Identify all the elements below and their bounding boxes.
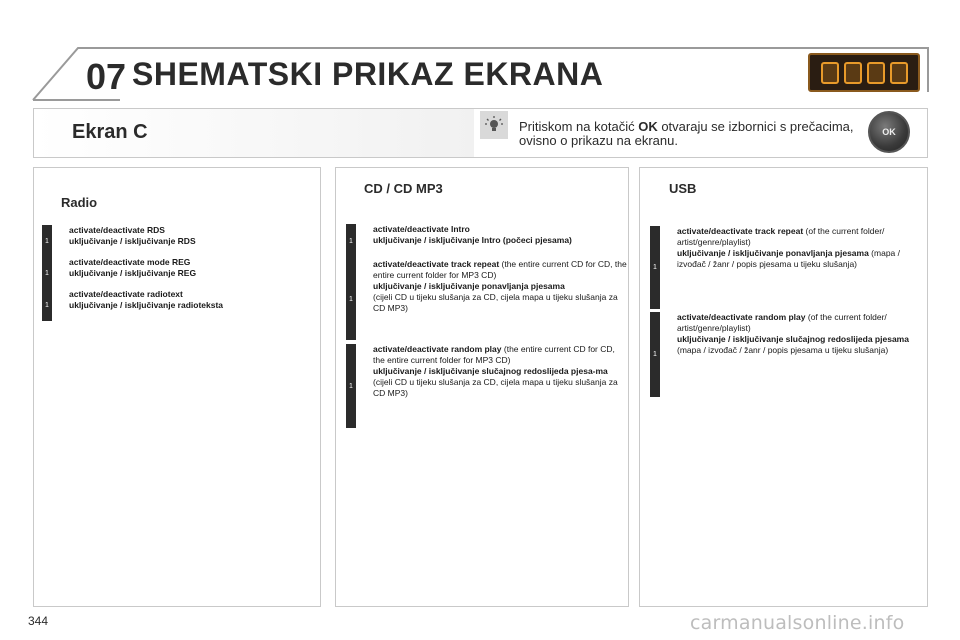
level-badge: 1 xyxy=(346,259,356,340)
ok-knob-icon: OK xyxy=(868,111,910,153)
section-title: Ekran C xyxy=(72,121,148,143)
phone-icon xyxy=(867,62,885,84)
level-badge: 1 xyxy=(650,312,660,397)
page-title: SHEMATSKI PRIKAZ EKRANA xyxy=(132,56,604,92)
radio-icon xyxy=(821,62,839,84)
usb-panel xyxy=(639,167,928,607)
list-item: 1 activate/deactivate RDS uključivanje / isključivanje RDS xyxy=(42,225,312,257)
cd-panel xyxy=(335,167,629,607)
chapter-header xyxy=(0,0,960,110)
lightbulb-icon xyxy=(480,111,508,139)
level-badge: 1 xyxy=(346,224,356,259)
list-item: 1 activate/deactivate Intro uključivanje / isključivanje Intro (počeci pjesama) xyxy=(346,224,626,259)
chapter-number: 07 xyxy=(86,56,127,97)
level-badge: 1 xyxy=(42,225,52,257)
list-item: 1 activate/deactivate track repeat (of the current folder/ artist/genre/playlist) uključivanje / isključivanje ponavljanja pjesama (mapa / izvođač / žanr / popis pjesama u tijeku slušanja) xyxy=(650,226,925,309)
page-number: 344 xyxy=(28,614,49,628)
level-badge: 1 xyxy=(650,226,660,309)
screen-preview-icon xyxy=(808,53,920,92)
level-badge: 1 xyxy=(42,289,52,321)
list-item: 1 activate/deactivate mode REG uključivanje / isključivanje REG xyxy=(42,257,312,289)
radio-panel xyxy=(33,167,321,607)
level-badge: 1 xyxy=(346,344,356,428)
list-item: 1 activate/deactivate random play (of the current folder/ artist/genre/playlist) uključivanje / isključivanje slučajnog redoslijeda pjesama (mapa / izvođač / žanr / popis pjesama u tijeku slušanja) xyxy=(650,312,925,397)
list-item: 1 activate/deactivate random play (the entire current CD for CD, the entire current folder for MP3 CD) uključivanje / isključivanje slučajnog redoslijeda pjesa-ma (cijeli CD u tijeku slušanja za CD, cijela mapa u tijeku slušanja za CD MP3) xyxy=(346,344,626,428)
level-badge: 1 xyxy=(42,257,52,289)
info-text: Pritiskom na kotačić OK otvaraju se izbornici s prečacima, ovisno o prikazu na ekranu. xyxy=(519,119,854,148)
watermark: carmanualsonline.info xyxy=(690,612,905,634)
list-item: 1 activate/deactivate radiotext uključivanje / isključivanje radioteksta xyxy=(42,289,312,321)
list-item: 1 activate/deactivate track repeat (the entire current CD for CD, the entire current folder for MP3 CD) uključivanje / isključivanje ponavljanja pjesama (cijeli CD u tijeku slušanja za CD, cijela mapa u tijeku slušanja za CD MP3) xyxy=(346,259,626,340)
media-icon xyxy=(844,62,862,84)
radio-title: Radio xyxy=(61,195,98,210)
cd-title: CD / CD MP3 xyxy=(364,181,443,196)
settings-icon xyxy=(890,62,908,84)
usb-title: USB xyxy=(669,181,697,196)
